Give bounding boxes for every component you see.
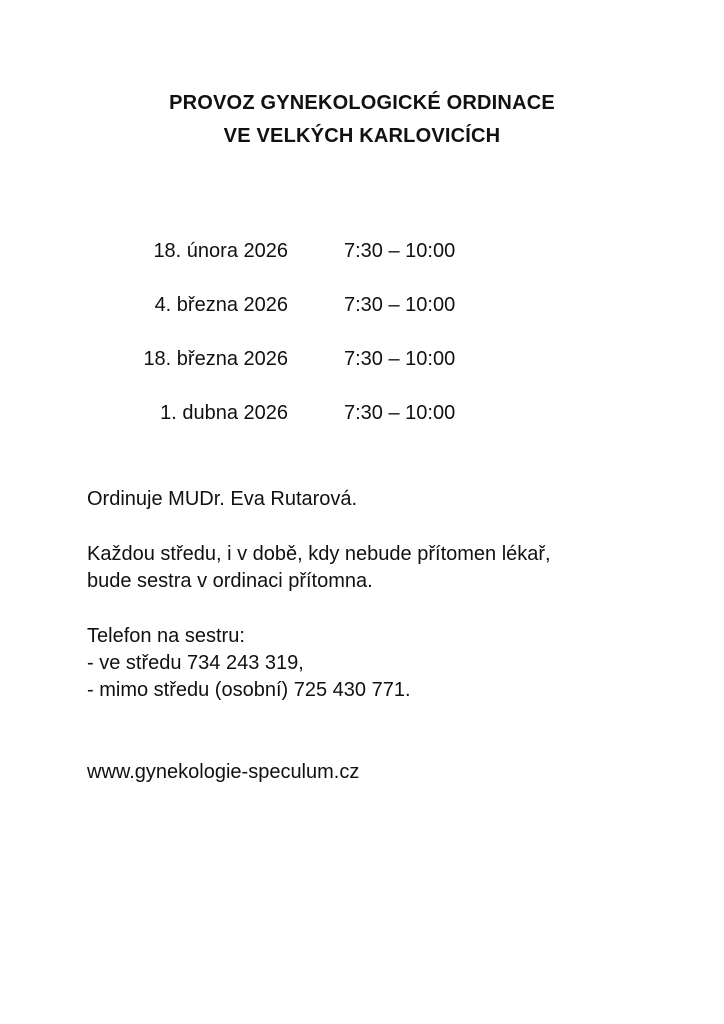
doctor-line: Ordinuje MUDr. Eva Rutarová. xyxy=(87,488,358,510)
page-title-line-2: VE VELKÝCH KARLOVICÍCH xyxy=(223,125,501,147)
schedule-row xyxy=(0,402,724,432)
schedule-date: 1. dubna 2026 xyxy=(160,402,288,424)
nurse-note-line-1: Každou středu, i v době, kdy nebude přítomen lékař, xyxy=(87,543,551,565)
schedule-row xyxy=(0,348,724,378)
schedule-time: 7:30 – 10:00 xyxy=(344,294,456,316)
schedule-time: 7:30 – 10:00 xyxy=(344,240,456,262)
schedule-row xyxy=(0,240,724,270)
schedule-date: 18. února 2026 xyxy=(153,240,288,262)
nurse-note-line-2: bude sestra v ordinaci přítomna. xyxy=(87,570,373,592)
schedule-time: 7:30 – 10:00 xyxy=(344,348,456,370)
phone-other: - mimo středu (osobní) 725 430 771. xyxy=(87,679,411,701)
schedule-time: 7:30 – 10:00 xyxy=(344,402,456,424)
phone-heading: Telefon na sestru: xyxy=(87,625,245,647)
schedule-date: 4. března 2026 xyxy=(154,294,288,316)
website-link[interactable]: www.gynekologie-speculum.cz xyxy=(87,761,360,783)
page-title-line-1: PROVOZ GYNEKOLOGICKÉ ORDINACE xyxy=(169,92,555,114)
schedule-row xyxy=(0,294,724,324)
phone-wednesday: - ve středu 734 243 319, xyxy=(87,652,304,674)
schedule-date: 18. března 2026 xyxy=(143,348,288,370)
